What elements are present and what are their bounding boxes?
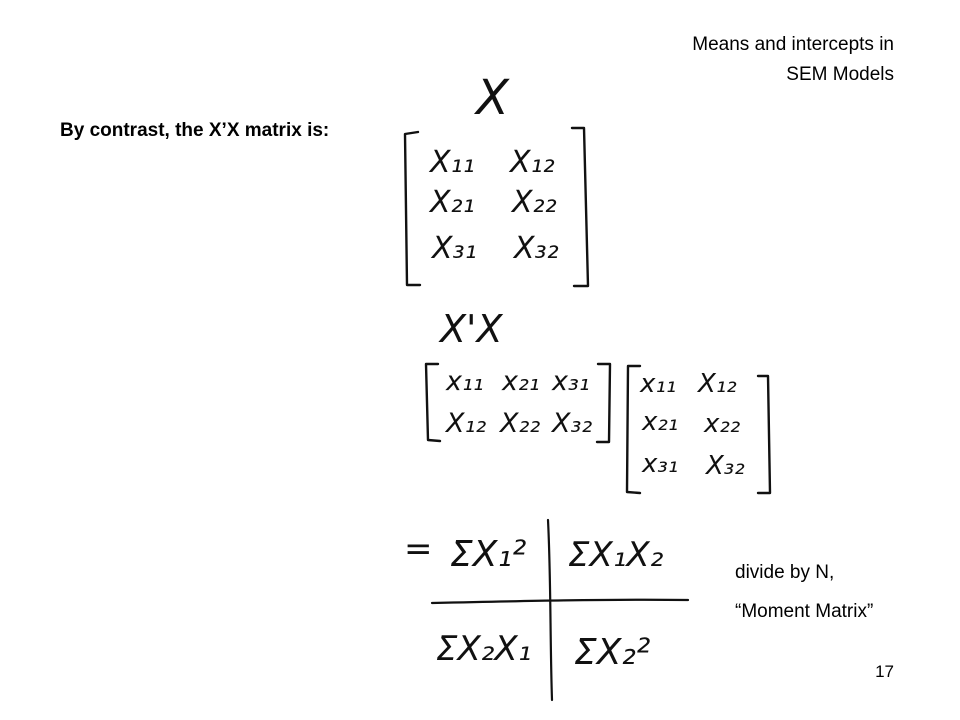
xt-matrix-cell: X₁₂ (446, 408, 487, 439)
xt-matrix-cell: x₁₁ (446, 366, 484, 397)
result-horizontal-rule (432, 600, 688, 603)
x-lower-cell: x₁₁ (640, 369, 677, 399)
xt-matrix-left-bracket (426, 364, 440, 441)
xt-matrix-cell: X₂₂ (500, 408, 541, 439)
slide-title-line-2: SEM Models (786, 64, 894, 85)
result-cell: ΣX₁X₂ (568, 535, 664, 575)
note-divide-by-n: divide by N, (735, 562, 835, 583)
x-matrix-left-bracket (405, 132, 420, 285)
x-lower-cell: X₁₂ (698, 369, 737, 399)
x-matrix-right-bracket (572, 128, 588, 286)
intro-text: By contrast, the X’X matrix is: (60, 120, 330, 141)
x-lower-cell: X₃₂ (706, 451, 745, 481)
x-matrix-cell: X₁₂ (510, 145, 555, 180)
x-lower-left-bracket (627, 366, 640, 493)
x-lower-cell: x₂₂ (704, 409, 741, 439)
result-vertical-rule (548, 520, 552, 700)
result-cell: ΣX₁² (450, 534, 527, 575)
x-matrix-cell: X₂₂ (512, 185, 557, 220)
x-matrix-cell: X₁₁ (430, 145, 475, 180)
x-matrix-cell: X₃₁ (432, 231, 477, 266)
result-cell: ΣX₂² (574, 632, 651, 673)
xt-matrix-cell: x₃₁ (552, 366, 590, 397)
xt-matrix-cell: X₃₂ (552, 408, 593, 439)
x-matrix-label: X (476, 70, 509, 126)
xtx-label: X'X (440, 307, 503, 351)
x-lower-right-bracket (758, 376, 770, 493)
xt-matrix-right-bracket (597, 364, 610, 442)
x-lower-cell: x₃₁ (642, 449, 679, 479)
x-lower-cell: x₂₁ (642, 407, 679, 437)
x-matrix-cell: X₂₁ (430, 185, 475, 220)
page-number: 17 (875, 662, 894, 681)
note-moment-matrix: “Moment Matrix” (735, 601, 874, 622)
equals-sign: = (404, 529, 433, 569)
xt-matrix-cell: x₂₁ (502, 366, 540, 397)
result-cell: ΣX₂X₁ (436, 629, 532, 669)
slide-title-line-1: Means and intercepts in (692, 34, 894, 55)
x-matrix-cell: X₃₂ (514, 231, 559, 266)
